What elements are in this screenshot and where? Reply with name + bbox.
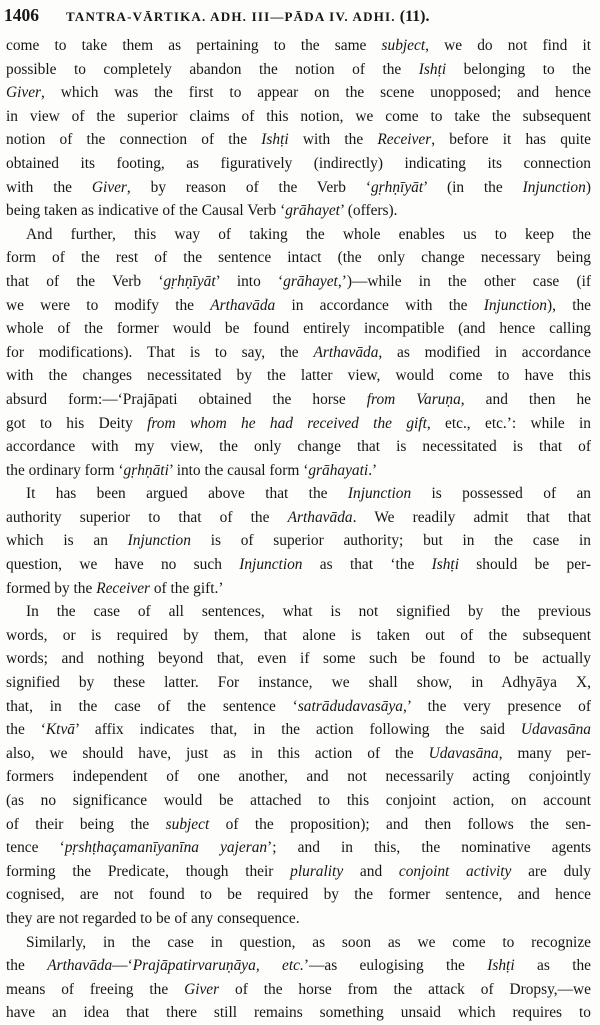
text-line: the ordinary form ‘gṛhṇāti’ into the causal form ‘grāhayati.’ — [6, 461, 378, 479]
text-line: accordance with my view, the only change that is necessitated is that of — [6, 438, 591, 456]
text-line: (as no significance would be attached to this conjoint action, on account — [6, 792, 591, 809]
text-line: with the Giver, by reason of the Verb ‘gṛhṇīyāt’ (in the Injunction) — [6, 178, 591, 196]
text-line: being taken as indicative of the Causal Verb ‘grāhayet’ (offers). — [6, 202, 398, 220]
text-line: In the case of all sentences, what is not signified by the previous — [26, 603, 591, 621]
text-line: we were to modify the Arthavāda in accordance with the Injunction), the — [6, 296, 591, 314]
page-header — [4, 0, 591, 30]
text-line: forming the Predicate, though their plurality and conjoint activity are duly — [6, 862, 591, 880]
text-line: question, we have no such Injunction as that ‘the Ishṭi should be per- — [6, 556, 591, 574]
adhikarana-number: (11). — [399, 8, 430, 25]
text-line: whole of the former would be found entirely incompatible (and hence calling — [6, 320, 591, 338]
text-line: formed by the Receiver of the gift.’ — [6, 579, 224, 597]
text-line: have an idea that there still remains something unsaid which requires to — [6, 1004, 591, 1022]
text-line: And further, this way of taking the whole enables us to keep the — [26, 225, 591, 243]
text-line: cognised, are not found to be required by the former sentence, and hence — [6, 886, 591, 904]
text-line: form of the rest of the sentence intact (the only change necessary being — [6, 249, 591, 267]
text-line: possible to completely abandon the notion of the Ishṭi belonging to the — [6, 60, 591, 78]
text-line: for modifications). That is to say, the Arthavāda, as modified in accordance — [6, 343, 591, 361]
running-title-text: TANTRA-VĀRTIKA. ADH. III—PĀDA IV. ADHI. — [66, 9, 396, 24]
text-line: formers independent of one another, and not necessarily acting conjointly — [6, 768, 591, 786]
text-line: come to take them as pertaining to the same subject, we do not find it — [6, 37, 591, 54]
text-line: Giver, which was the first to appear on the scene unopposed; and hence — [6, 84, 591, 102]
text-line: authority superior to that of the Arthavāda. We readily admit that that — [6, 508, 591, 526]
page-number: 1406 — [4, 5, 39, 25]
text-line: got to his Deity from whom he had received the gift, etc., etc.’: while in — [6, 414, 591, 432]
text-line: words, or is required by them, that alone is taken out of the subsequent — [6, 626, 591, 644]
text-line: words; and nothing beyond that, even if some such be found to be actually — [6, 650, 591, 668]
text-line: the ‘Ktvā’ affix indicates that, in the action following the said Udavasāna — [6, 721, 591, 739]
text-line: means of freeing the Giver of the horse from the attack of Dropsy,—we — [6, 980, 591, 998]
text-line: tence ‘pṛshṭhaçamanīyanīna yajeran’; and in this, the nominative agents — [6, 839, 591, 857]
text-line: absurd form:—‘Prajāpati obtained the horse from Varuṇa, and then he — [6, 390, 591, 408]
text-line: notion of the connection of the Ishṭi with the Receiver, before it has quite — [6, 131, 591, 149]
text-line: obtained its footing, as figuratively (indirectly) indicating its connection — [6, 154, 591, 172]
text-line: that, in the case of the sentence ‘satrādudavasāya,’ the very presence of — [6, 697, 591, 715]
text-line: also, we should have, just as in this action of the Udavasāna, many per- — [6, 744, 591, 762]
text-line: the Arthavāda—‘Prajāpatirvaruṇāya, etc.’—as eulogising the Ishṭi as the — [6, 957, 591, 975]
text-line: that of the Verb ‘gṛhṇīyāt’ into ‘grāhayet,’)—while in the other case (if — [6, 272, 591, 290]
text-line: with the changes necessitated by the latter view, would come to have this — [6, 367, 591, 385]
page-body-text — [6, 34, 591, 1025]
running-title — [66, 2, 430, 32]
text-line: Similarly, in the case in question, as soon as we come to recognize — [26, 933, 591, 951]
text-line: of their being the subject of the proposition); and then follows the sen- — [6, 815, 591, 833]
text-line: in view of the superior claims of this notion, we come to take the subsequent — [6, 107, 591, 125]
text-line: which is an Injunction is of superior authority; but in the case in — [6, 532, 591, 550]
text-line: It has been argued above that the Injunction is possessed of an — [26, 485, 591, 503]
text-line: signified by these latter. For instance, we shall show, in Adhyāya X, — [6, 674, 591, 692]
text-line: they are not regarded to be of any consequence. — [6, 909, 300, 927]
